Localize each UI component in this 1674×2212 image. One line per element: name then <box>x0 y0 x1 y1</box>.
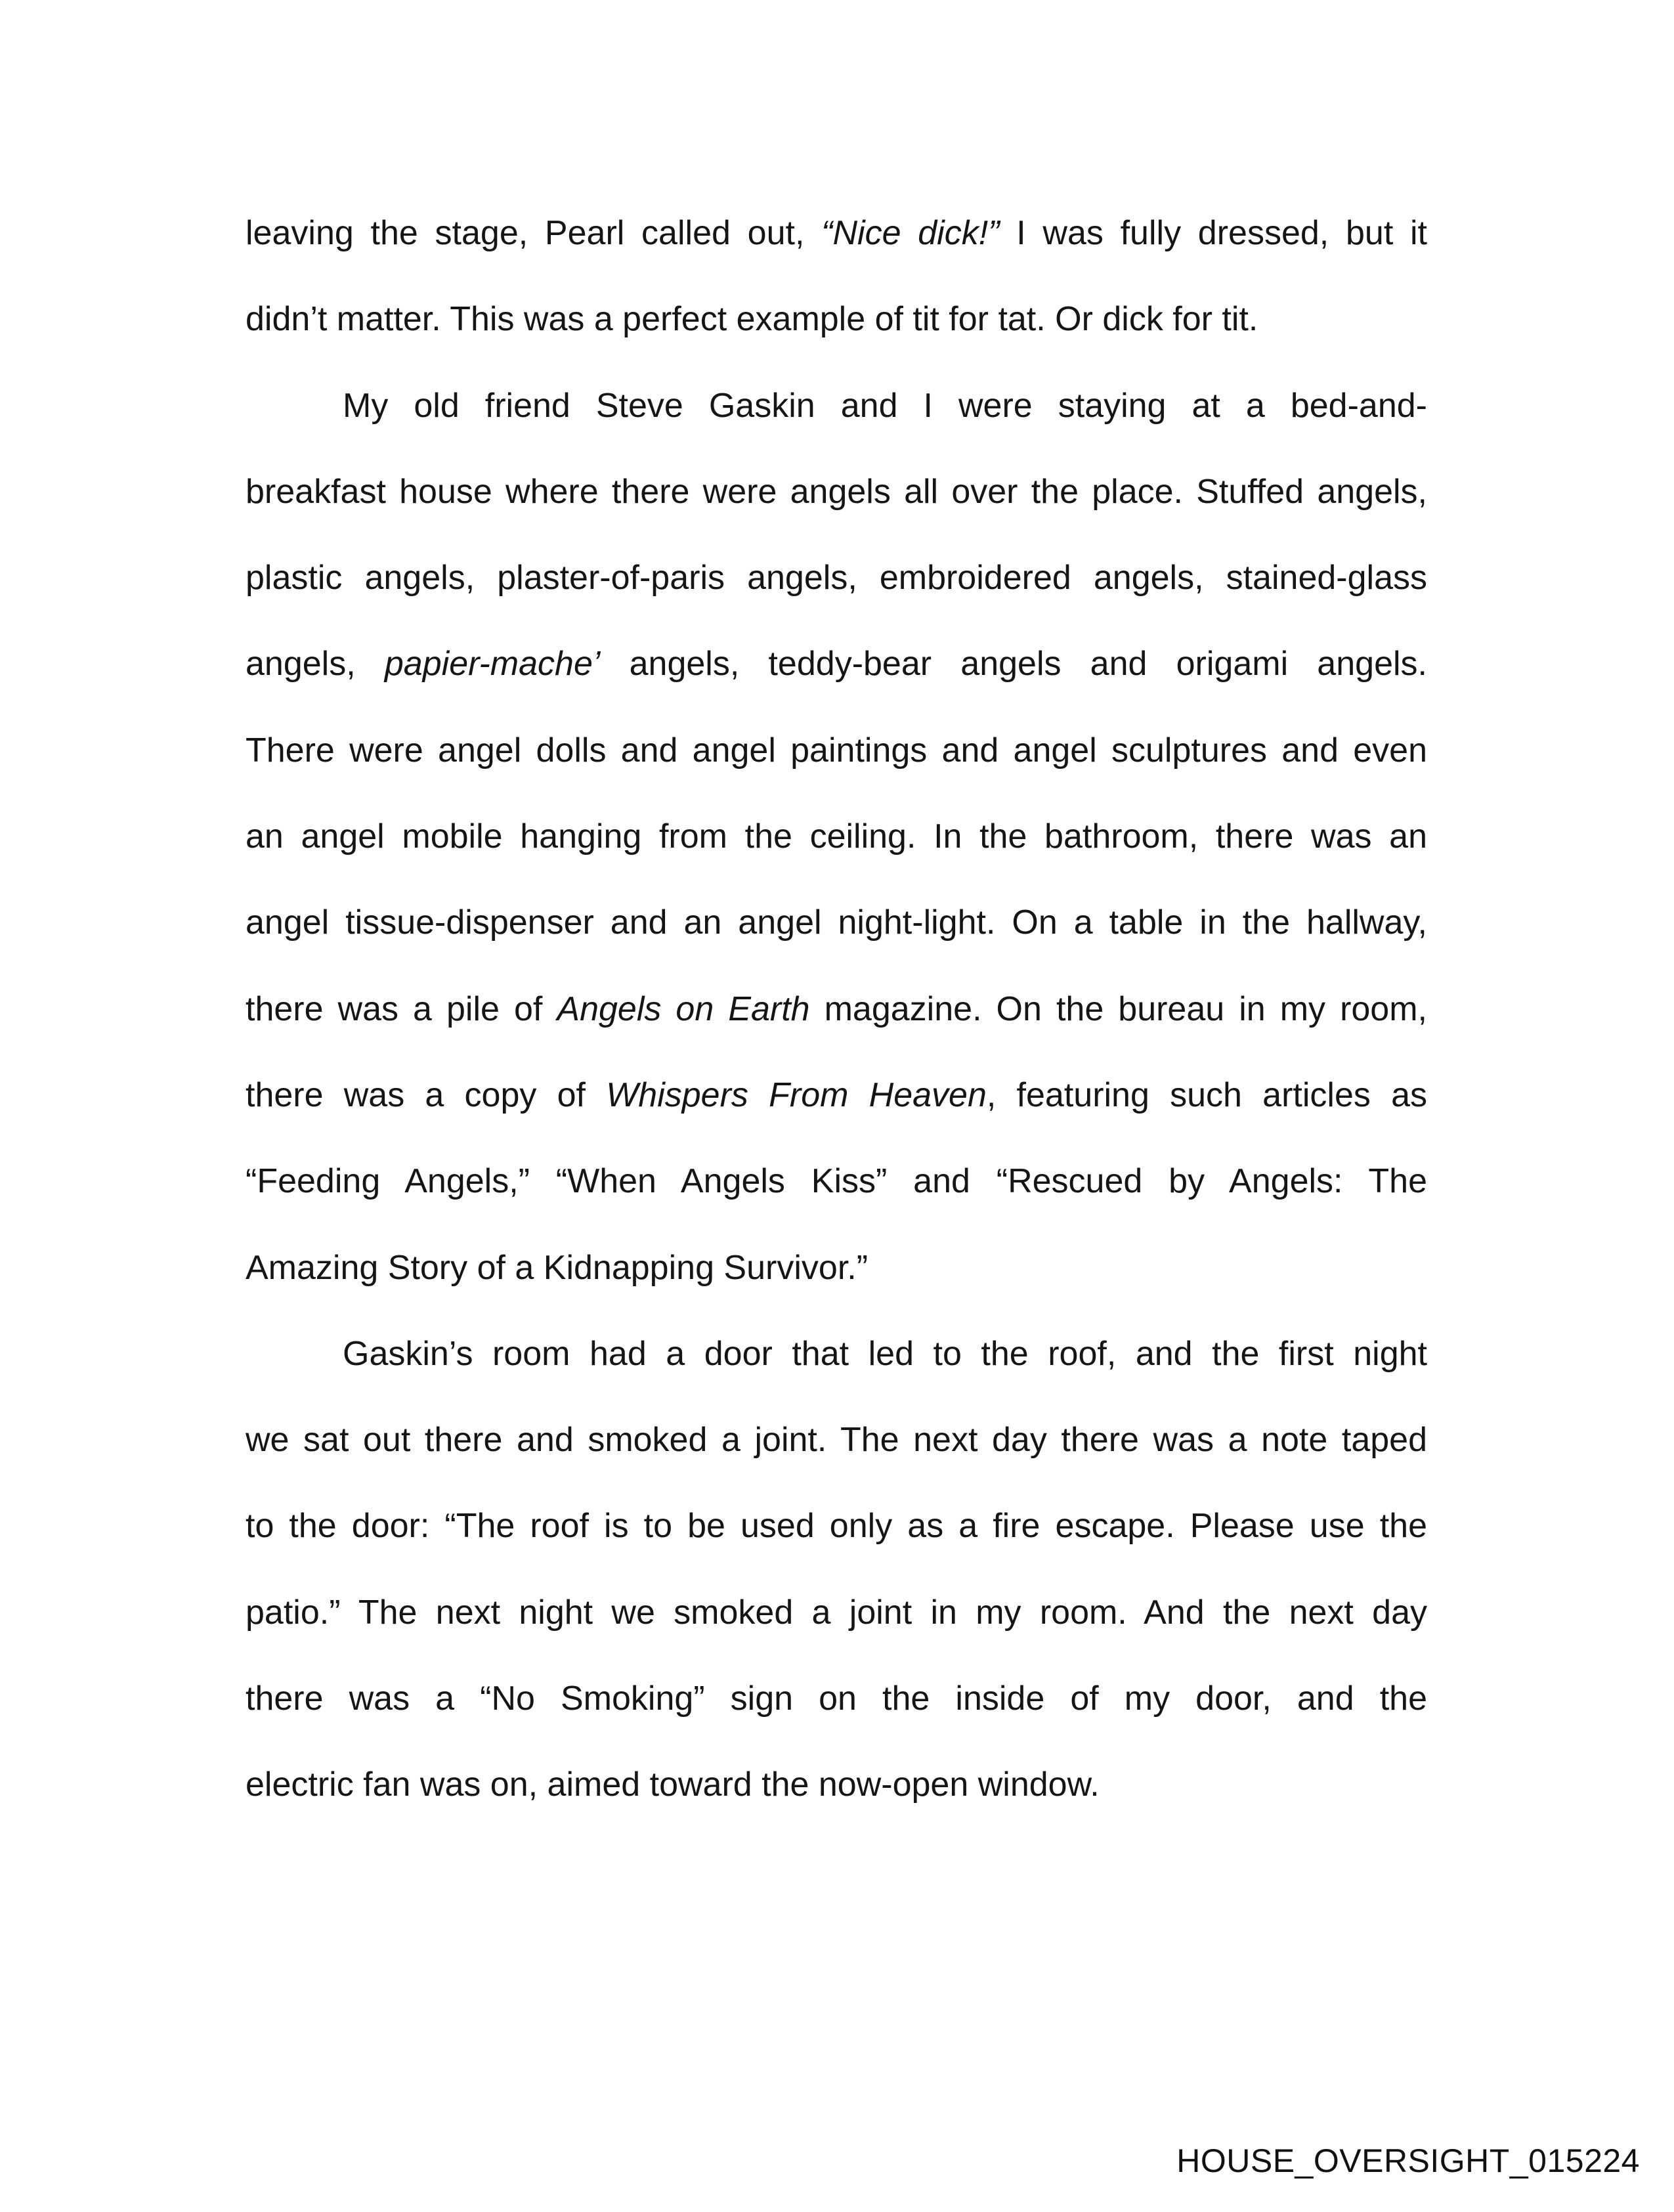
text-line: leaving the stage, Pearl called out, “Nice dick!” I was fully dressed, but it <box>246 214 1428 252</box>
text-line: patio.” The next night we smoked a joint in my room. And the next day <box>246 1593 1427 1632</box>
text-line: Amazing Story of a Kidnapping Survivor.” <box>246 1248 869 1287</box>
text-line: There were angel dolls and angel paintings and angel sculptures and even <box>246 731 1427 770</box>
bates-number: HOUSE_OVERSIGHT_015224 <box>1176 2142 1640 2179</box>
paragraph-start-line: Gaskin’s room had a door that led to the roof, and the first night <box>343 1334 1427 1373</box>
text-line: we sat out there and smoked a joint. The next day there was a note taped <box>246 1421 1427 1460</box>
text-line: there was a pile of Angels on Earth magazine. On the bureau in my room, <box>246 989 1427 1028</box>
text-line: there was a copy of Whispers From Heaven, featuring such articles as <box>246 1075 1428 1114</box>
text-line: an angel mobile hanging from the ceiling. In the bathroom, there was an <box>246 817 1427 856</box>
text-line: angels, papier-mache’ angels, teddy-bear angels and origami angels. <box>246 645 1427 683</box>
text-line: didn’t matter. This was a perfect example of tit for tat. Or dick for tit. <box>246 300 1258 339</box>
text-line: breakfast house where there were angels all over the place. Stuffed angels, <box>246 472 1427 511</box>
text-line: there was a “No Smoking” sign on the inside of my door, and the <box>246 1680 1427 1718</box>
body-text <box>246 190 1427 1829</box>
text-line: “Feeding Angels,” “When Angels Kiss” and “Rescued by Angels: The <box>246 1162 1427 1201</box>
text-line: angel tissue-dispenser and an angel night-light. On a table in the hallway, <box>246 903 1427 942</box>
text-line: to the door: “The roof is to be used only as a fire escape. Please use the <box>246 1507 1427 1546</box>
text-line: plastic angels, plaster-of-paris angels, embroidered angels, stained-glass <box>246 559 1427 597</box>
paragraph-start-line: My old friend Steve Gaskin and I were staying at a bed-and- <box>343 386 1427 425</box>
text-line: electric fan was on, aimed toward the now-open window. <box>246 1766 1100 1804</box>
